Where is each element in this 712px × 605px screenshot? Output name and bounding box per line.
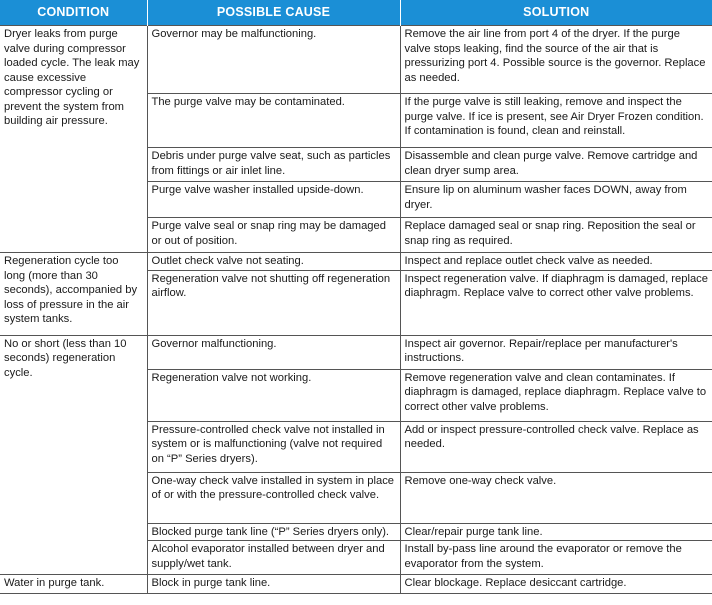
- table-row: [0, 335, 712, 369]
- cause-cell: Governor may be malfunctioning.: [147, 26, 400, 94]
- header-condition: CONDITION: [0, 0, 147, 26]
- solution-cell: Clear blockage. Replace desiccant cartridge.: [400, 575, 712, 594]
- header-solution: SOLUTION: [400, 0, 712, 26]
- table-row: [0, 253, 712, 271]
- solution-cell: Remove the air line from port 4 of the dryer. If the purge valve stops leaking, find the source of the air that is pressurizing port 4. Possible source is the governor. Replace as needed.: [400, 26, 712, 94]
- header-possible-cause: POSSIBLE CAUSE: [147, 0, 400, 26]
- solution-cell: Clear/repair purge tank line.: [400, 523, 712, 541]
- cause-cell: The purge valve may be contaminated.: [147, 94, 400, 148]
- solution-cell: Inspect and replace outlet check valve as needed.: [400, 253, 712, 271]
- cause-cell: Regeneration valve not working.: [147, 369, 400, 421]
- cause-cell: Governor malfunctioning.: [147, 335, 400, 369]
- solution-cell: Ensure lip on aluminum washer faces DOWN, away from dryer.: [400, 182, 712, 218]
- header-row: [0, 0, 712, 26]
- table-row: [0, 26, 712, 94]
- cause-cell: Purge valve seal or snap ring may be damaged or out of position.: [147, 218, 400, 253]
- cause-cell: Debris under purge valve seat, such as particles from fittings or air inlet line.: [147, 148, 400, 182]
- condition-cell: Dryer leaks from purge valve during compressor loaded cycle. The leak may cause excessive compressor cycling or prevent the system from building air pressure.: [0, 26, 147, 253]
- condition-cell: Regeneration cycle too long (more than 30 seconds), accompanied by loss of pressure in the air system tanks.: [0, 253, 147, 336]
- cause-cell: Block in purge tank line.: [147, 575, 400, 594]
- condition-cell: No or short (less than 10 seconds) regeneration cycle.: [0, 335, 147, 575]
- solution-cell: Add or inspect pressure-controlled check valve. Replace as needed.: [400, 421, 712, 472]
- solution-cell: Remove regeneration valve and clean contaminates. If diaphragm is damaged, replace diaphragm. Replace valve to correct other valve problems.: [400, 369, 712, 421]
- solution-cell: Inspect air governor. Repair/replace per manufacturer's instructions.: [400, 335, 712, 369]
- table-row: [0, 575, 712, 594]
- solution-cell: Disassemble and clean purge valve. Remove cartridge and clean dryer sump area.: [400, 148, 712, 182]
- cause-cell: Pressure-controlled check valve not installed in system or is malfunctioning (valve not required on “P” Series dryers).: [147, 421, 400, 472]
- cause-cell: Blocked purge tank line (“P” Series dryers only).: [147, 523, 400, 541]
- solution-cell: Install by-pass line around the evaporator or remove the evaporator from the system.: [400, 541, 712, 575]
- cause-cell: Purge valve washer installed upside-down.: [147, 182, 400, 218]
- solution-cell: Replace damaged seal or snap ring. Reposition the seal or snap ring as required.: [400, 218, 712, 253]
- cause-cell: Regeneration valve not shutting off regeneration airflow.: [147, 270, 400, 335]
- cause-cell: Alcohol evaporator installed between dryer and supply/wet tank.: [147, 541, 400, 575]
- cause-cell: One-way check valve installed in system in place of or with the pressure-controlled check valve.: [147, 472, 400, 523]
- cause-cell: Outlet check valve not seating.: [147, 253, 400, 271]
- solution-cell: Inspect regeneration valve. If diaphragm is damaged, replace diaphragm. Replace valve to correct other valve problems.: [400, 270, 712, 335]
- solution-cell: Remove one-way check valve.: [400, 472, 712, 523]
- condition-cell: Water in purge tank.: [0, 575, 147, 594]
- solution-cell: If the purge valve is still leaking, remove and inspect the purge valve. If ice is present, see Air Dryer Frozen condition. If contamination is found, clean and reinstall.: [400, 94, 712, 148]
